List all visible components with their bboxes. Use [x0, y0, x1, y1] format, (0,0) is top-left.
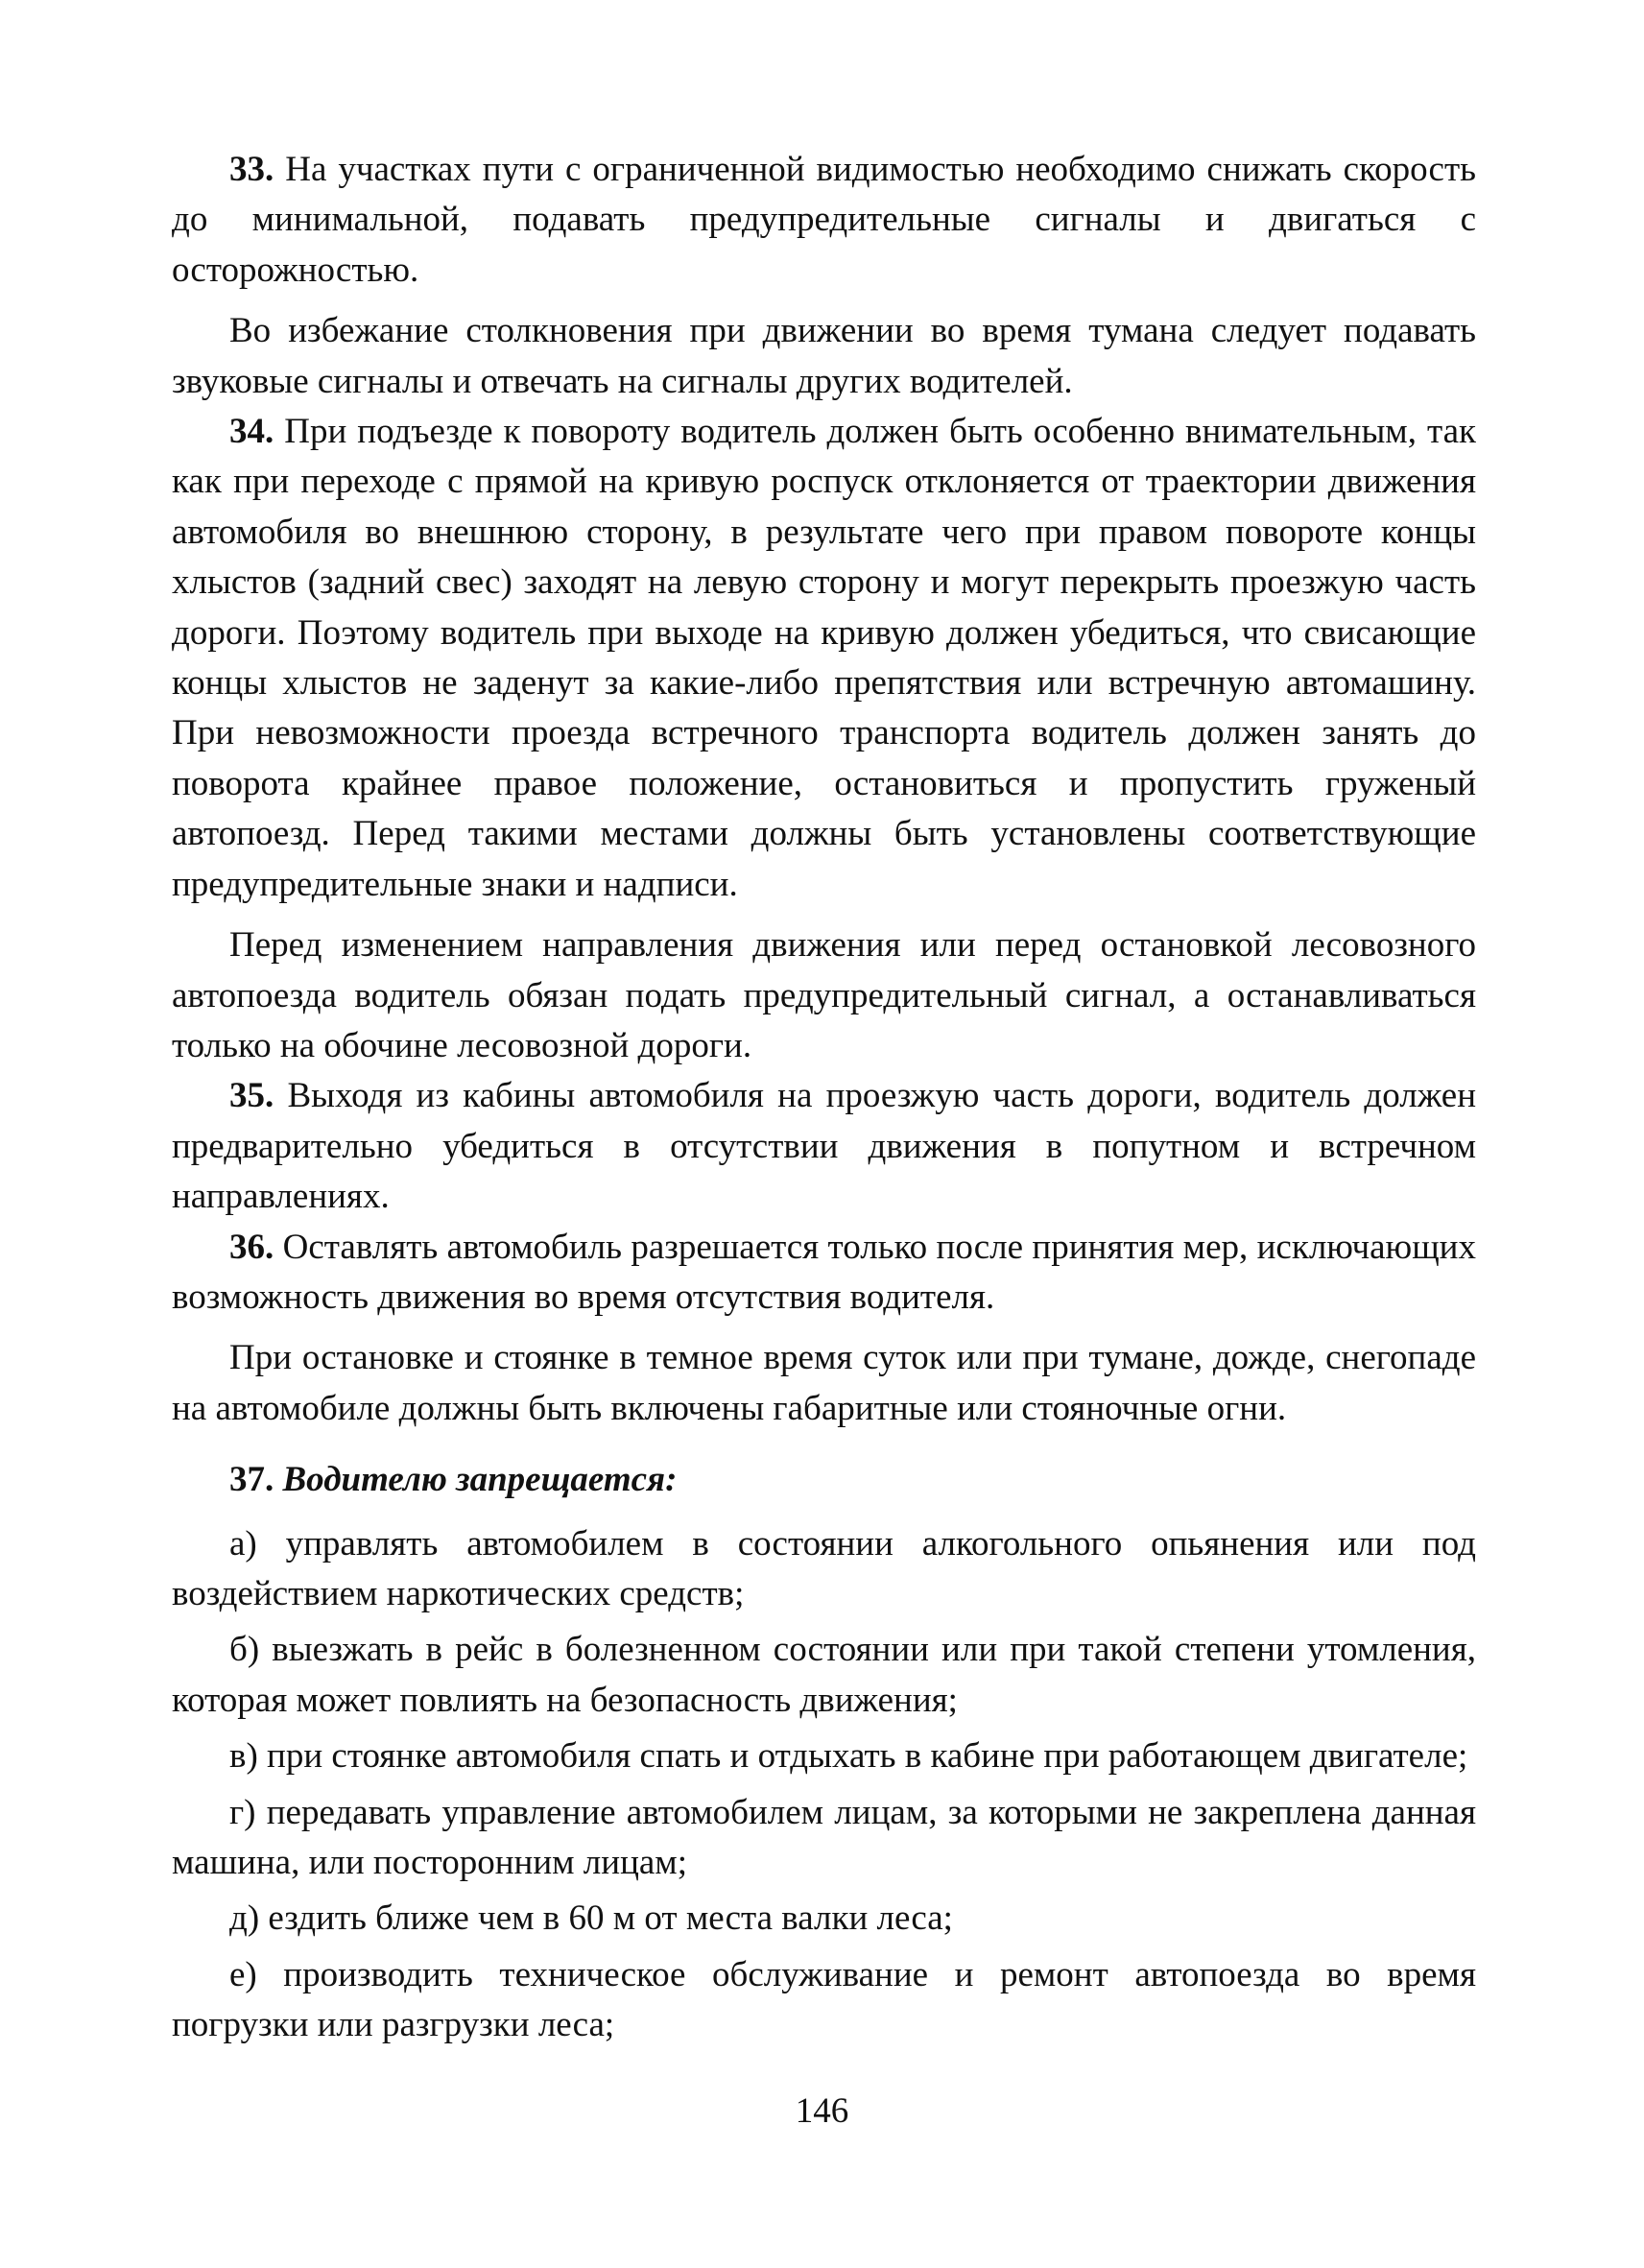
page-body: [172, 145, 1476, 2057]
list-item-a: а) управлять автомобилем в состоянии алкогольного опьянения или под воздействием наркотических средств;: [172, 1523, 1476, 1613]
section-37-heading: [172, 1455, 1476, 1505]
paragraph-number: 37.: [229, 1460, 274, 1500]
heading-text: Водителю запрещается:: [274, 1460, 678, 1500]
paragraph-text: Выходя из кабины автомобиля на проезжую часть дороги, водитель должен предварительно убедиться в отсутствии движения в попутном и встречном направлениях.: [172, 1076, 1476, 1217]
paragraph-text: При подъезде к повороту водитель должен быть особенно внимательным, так как при переходе с прямой на кривую роспуск отклоняется от траектории движения автомобиля во внешнюю сторону, в результате чего при правом повороте концы хлыстов (задний свес) заходят на левую сторону и могут перекрыть проезжую часть дороги. Поэтому водитель при выходе на кривую должен убедиться, что свисающие концы хлыстов не заденут за какие-либо препятствия или встречную автомашину. При невозможности проезда встречного транспорта водитель должен занять до поворота крайнее правое положение, остановиться и пропустить груженый автопоезд. Перед такими местами должны быть установлены соответствующие предупредительные знаки и надписи.: [172, 412, 1476, 904]
paragraph-number: 33.: [229, 150, 274, 189]
paragraph-36: [172, 1223, 1476, 1324]
paragraph-34-signal: Перед изменением направления движения или перед остановкой лесовозного автопоезда водитель обязан подать предупредительный сигнал, а останавливаться только на обочине лесовозной дороги.: [172, 925, 1476, 1065]
paragraph-number: 34.: [229, 412, 274, 452]
page-number: 146: [795, 2091, 849, 2131]
paragraph-35: [172, 1071, 1476, 1222]
paragraph-number: 36.: [229, 1227, 274, 1267]
paragraph-text: Оставлять автомобиль разрешается только после принятия мер, исключающих возможность движения во время отсутствия водителя.: [172, 1227, 1476, 1317]
list-item-v: в) при стоянке автомобиля спать и отдыхать в кабине при работающем двигателе;: [229, 1736, 1468, 1777]
list-item-g: г) передавать управление автомобилем лицам, за которыми не закреплена данная машина, или посторонним лицам;: [172, 1792, 1476, 1882]
list-item-d: д) ездить ближе чем в 60 м от места валки леса;: [229, 1898, 953, 1939]
paragraph-33: [172, 145, 1476, 296]
list-item-e: е) производить техническое обслуживание и ремонт автопоезда во время погрузки или разгрузки леса;: [172, 1954, 1476, 2045]
paragraph-33-fog: Во избежание столкновения при движении во время тумана следует подавать звуковые сигналы и отвечать на сигналы других водителей.: [172, 311, 1476, 401]
paragraph-36-lights: При остановке и стоянке в темное время суток или при тумане, дожде, снегопаде на автомобиле должны быть включены габаритные или стояночные огни.: [172, 1338, 1476, 1428]
paragraph-text: На участках пути с ограниченной видимостью необходимо снижать скорость до минимальной, подавать предупредительные сигналы и двигаться с осторожностью.: [172, 150, 1476, 290]
paragraph-number: 35.: [229, 1076, 274, 1116]
list-item-b: б) выезжать в рейс в болезненном состоянии или при такой степени утомления, которая может повлиять на безопасность движения;: [172, 1630, 1476, 1720]
paragraph-34: [172, 407, 1476, 910]
